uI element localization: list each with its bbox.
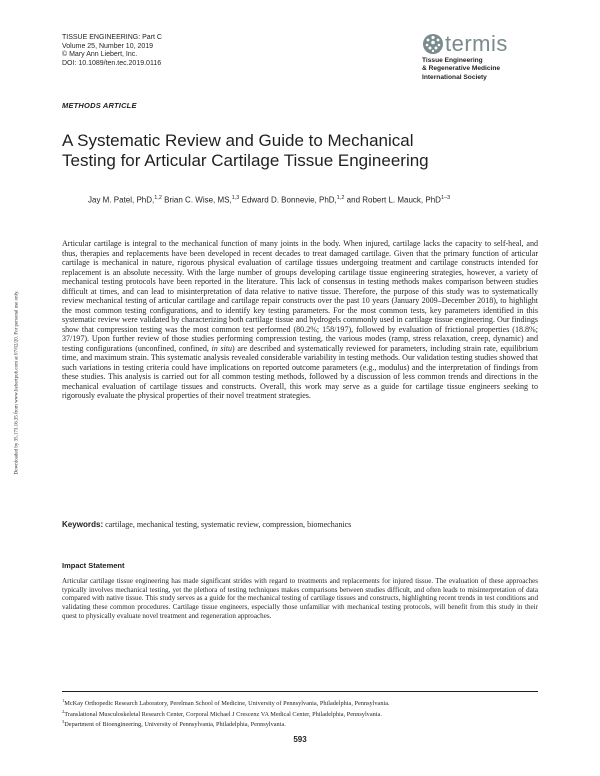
affiliation-sup: 2 — [62, 708, 65, 714]
logo-subtitle-line: & Regenerative Medicine — [422, 65, 501, 73]
abstract-italic: in situ — [211, 343, 233, 353]
journal-copyright: © Mary Ann Liebert, Inc. — [62, 51, 138, 59]
affiliation-text: McKay Orthopedic Research Laboratory, Perelman School of Medicine, University of Pennsylvania, Philadelphia, Pennsylvania. — [64, 700, 390, 708]
affiliation-sup: 1 — [62, 698, 65, 703]
affiliation-text: Department of Bioengineering, University of Pennsylvania, Philadelphia, Pennsylvania. — [64, 721, 286, 729]
article-type: METHODS ARTICLE — [62, 101, 137, 110]
footnote-divider — [62, 691, 538, 692]
journal-doi: DOI: 10.1089/ten.tec.2019.0116 — [62, 59, 162, 67]
impact-heading: Impact Statement — [62, 561, 125, 570]
affiliation-sup: 3 — [62, 719, 65, 725]
impact-text: Articular cartilage tissue engineering has made significant strides with regard to treatments and replacements for injured tissue. The evaluation of these approaches typically involves mechanical testing, yet the plethora of testing techniques makes comparisons between studies difficult, and often leads to misinterpretation of data compared with native tissue. This study serves as a guide for the mechanical testing of cartilage tissues and constructs, highlighting recent trends in test conditions and validating these common procedures. Cartilage tissue engineers, especially those unfamiliar with mechanical testing protocols, will benefit from this study in their quest to physically evaluate novel treatment and regeneration approaches. — [62, 577, 538, 620]
author-affil-sup: 1–3 — [440, 195, 451, 201]
author-affil-sup: 1,2 — [154, 195, 162, 201]
termis-logo — [422, 33, 552, 82]
author-name: and Robert L. Mauck, PhD — [346, 195, 441, 205]
impact-statement — [62, 577, 538, 621]
title-line: A Systematic Review and Guide to Mechanical — [62, 131, 414, 150]
logo-subtitle-line: International Society — [422, 73, 487, 81]
affiliation-text: Translational Musculoskeletal Research Center, Corporal Michael J Crescenz VA Medical Center, Philadelphia, Pennsylvania. — [64, 710, 382, 718]
keywords — [62, 520, 351, 529]
affiliation-line — [62, 718, 390, 729]
author-list — [88, 195, 450, 205]
page-number: 593 — [293, 735, 307, 744]
abstract-part-1: Articular cartilage is integral to the mechanical function of many joints in the body. When injured, cartilage lacks the capacity to self-heal, and thus, therapies and replacements have been developed in recent decades to treat damaged cartilage. Given that the primary function of articular cartilage is mechanical in nature, rigorous physical evaluation of cartilage tissues undergoing treatment and cartilage constructs intended for replacement is an absolute necessity. With the large number of groups developing cartilage tissue engineering strategies, however, a variety of mechanical testing protocols have been reported in the literature. This lack of consensus in testing methods makes comparison between studies difficult at times, and can lead to misinterpretation of data relative to native tissue. Therefore, the purpose of this study was to systematically review mechanical testing of articular cartilage and cartilage repair constructs over the past 10 years (January 2009–December 2018), to highlight the most common testing configurations, and to identify key testing parameters. For the most common tests, key parameters identified in this systematic review were validated by characterizing both cartilage tissue and hydrogels commonly used in cartilage tissue engineering. Our findings show that compression testing was the most common test performed (80.2%; 158/197), followed by evaluation of frictional properties (18.8%; 37/197). Upon further review of those studies performing compression testing, the various modes (ramp, stress relaxation, creep, dynamic) and testing configurations (unconfined, confined, — [62, 239, 538, 353]
abstract-part-2: ) are described and systematically reviewed for parameters, including strain rate, equilibrium time, and maximum strain. This systematic analysis revealed considerable variability in testing methods. Our validation testing studies showed that such variations in testing criteria could have implications on reported outcome parameters (e.g., modulus) and the interpretation of findings from these studies. This analysis is carried out for all common testing methods, followed by a discussion of less common trends and directions in the mechanical evaluation of cartilage tissues and constructs. Overall, this work may serve as a guide for cartilage tissue engineers seeking to rigorously evaluate the physical properties of their novel treatment strategies. — [62, 343, 539, 400]
download-note: Downloaded by 35.173.16.35 from www.liebertpub.com at 07/02/20. For personal use only. — [14, 290, 20, 475]
journal-info — [62, 34, 162, 68]
affiliation-line — [62, 697, 390, 708]
author-name: Edward D. Bonnevie, PhD, — [241, 195, 337, 205]
keywords-label: Keywords: — [62, 520, 104, 529]
article-title — [62, 131, 542, 171]
author-name: Brian C. Wise, MS, — [164, 195, 232, 205]
journal-volume: Volume 25, Number 10, 2019 — [62, 42, 154, 50]
abstract — [62, 239, 538, 401]
author-affil-sup: 1,3 — [231, 195, 240, 201]
affiliations — [62, 697, 390, 729]
logo-subtitle-line: Tissue Engineering — [422, 57, 483, 64]
logo-wordmark: termis — [445, 31, 508, 56]
title-line: Testing for Articular Cartilage Tissue Engineering — [62, 151, 429, 170]
journal-name: TISSUE ENGINEERING: Part C — [62, 34, 162, 41]
termis-dot-logo-icon — [422, 33, 444, 55]
abstract-text — [62, 239, 538, 401]
author-name: Jay M. Patel, PhD, — [88, 195, 155, 205]
author-affil-sup: 1,2 — [336, 195, 345, 201]
keywords-text: cartilage, mechanical testing, systematic review, compression, biomechanics — [103, 520, 352, 529]
affiliation-line — [62, 708, 390, 719]
